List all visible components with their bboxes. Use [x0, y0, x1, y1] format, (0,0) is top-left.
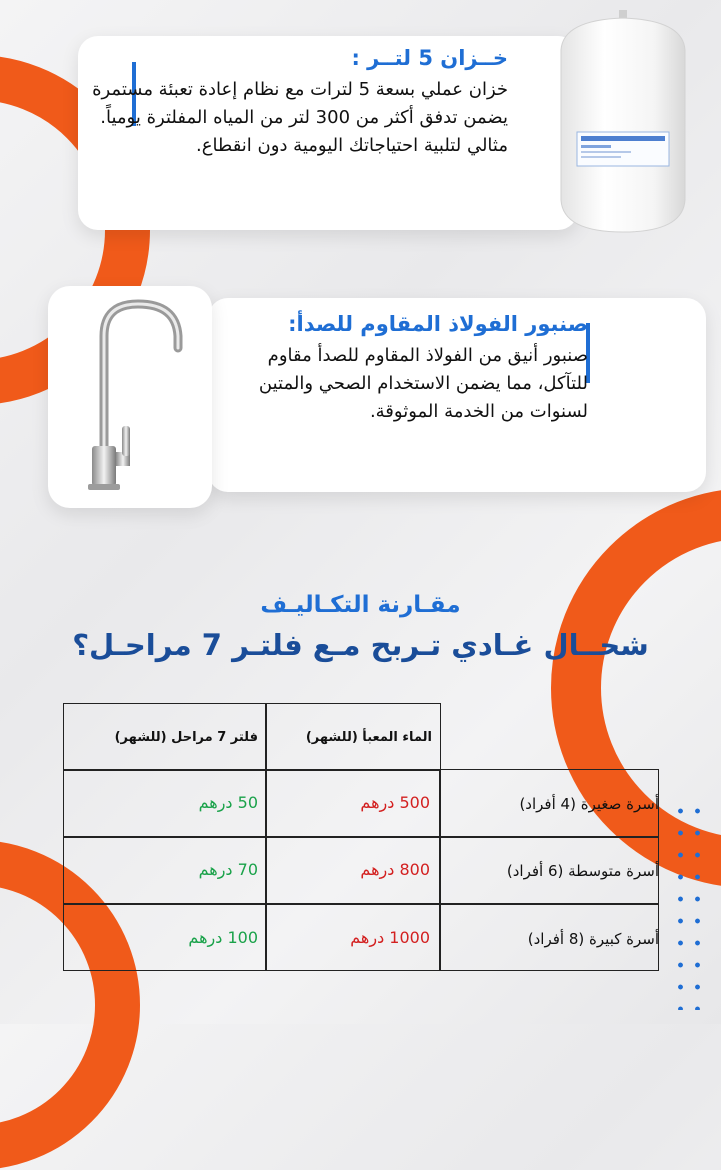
table-header-cell — [265, 703, 441, 771]
comparison-subtitle: مقـارنة التكـاليـف — [260, 592, 461, 618]
bottled-cost: 800 درهم — [360, 860, 430, 879]
faucet-image — [48, 286, 212, 508]
filter-cost: 50 درهم — [198, 793, 258, 812]
table-header-cell — [63, 703, 267, 771]
header-filter: فلتر 7 مراحل (للشهر) — [114, 730, 258, 745]
bottled-cost: 1000 درهم — [350, 928, 430, 947]
row-label: أسرة متوسطة (6 أفراد) — [506, 862, 659, 880]
filter-cost: 70 درهم — [198, 860, 258, 879]
column-divider — [265, 769, 267, 971]
faucet-image-box — [48, 286, 212, 508]
bottled-cost: 500 درهم — [360, 793, 430, 812]
faucet-card — [208, 298, 706, 492]
tank-card — [78, 36, 578, 230]
tank-card-body: خزان عملي بسعة 5 لترات مع نظام إعادة تعبئة مستمرة يضمن تدفق أكثر من 300 لتر من المياه المفلترة يومياً. مثالي لتلبية احتياجاتك اليومية دون انقطاع. — [92, 79, 508, 156]
tank-card-title: خــزان 5 لتــر : — [351, 46, 508, 70]
row-divider — [63, 903, 659, 905]
tank-card-text — [88, 46, 508, 160]
faucet-card-text — [238, 312, 588, 426]
decorative-dot-grid — [672, 800, 712, 1010]
header-bottled: الماء المعبأ (للشهر) — [305, 730, 432, 745]
faucet-card-body: صنبور أنيق من الفولاذ المقاوم للصدأ مقاوم للتآكل، مما يضمن الاستخدام الصحي والمتين لسنوات من الخدمة الموثوقة. — [258, 345, 588, 422]
row-divider — [63, 836, 659, 838]
row-label: أسرة صغيرة (4 أفراد) — [519, 795, 659, 813]
water-tank-image — [555, 10, 691, 236]
faucet-card-title: صنبور الفولاذ المقاوم للصدأ: — [288, 312, 588, 336]
comparison-title: شحــال غـادي تـربح مـع فلتـر 7 مراحـل؟ — [72, 628, 649, 662]
filter-cost: 100 درهم — [188, 928, 258, 947]
column-divider — [439, 769, 441, 971]
row-label: أسرة كبيرة (8 أفراد) — [527, 930, 659, 948]
